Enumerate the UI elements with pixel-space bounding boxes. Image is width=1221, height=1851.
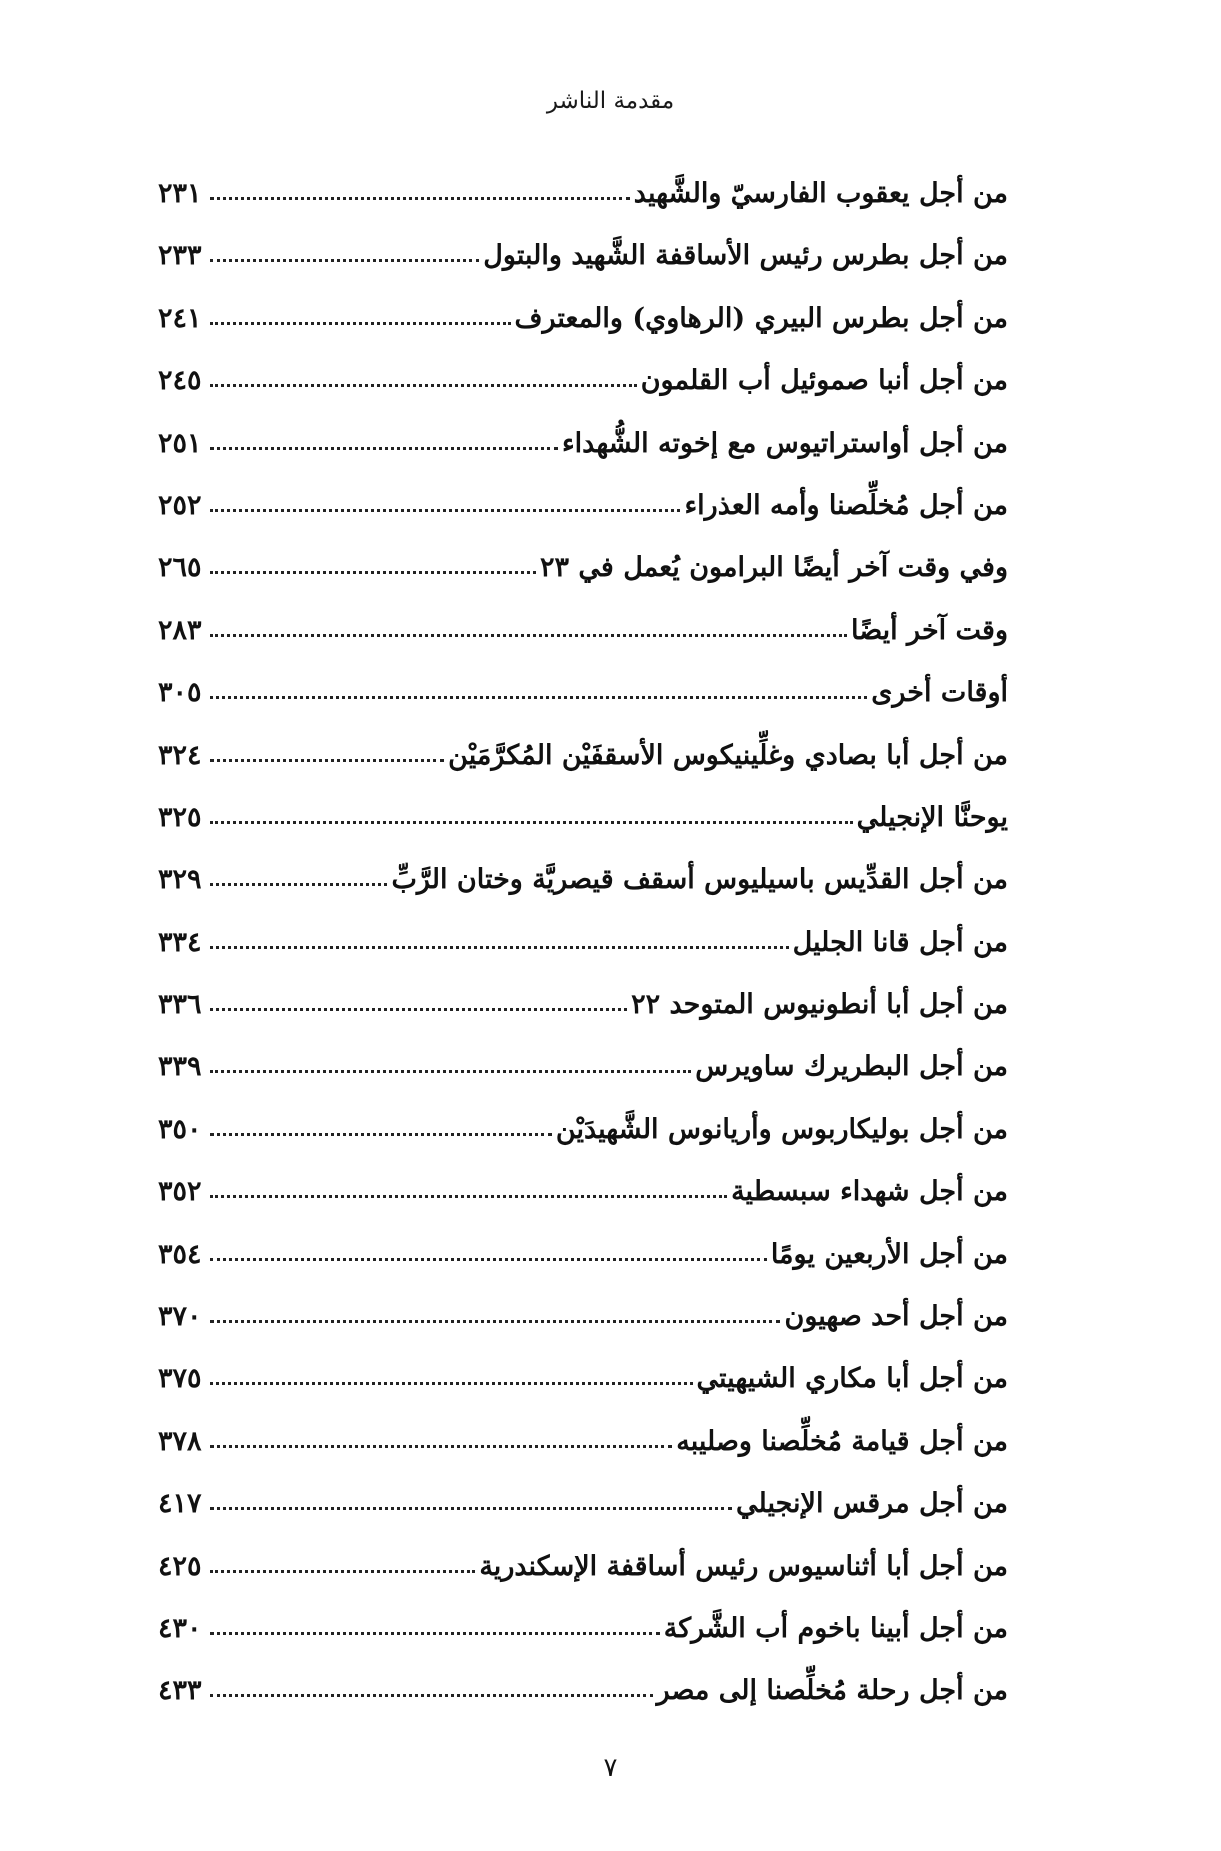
toc-entry — [158, 1172, 1008, 1234]
toc-entry-page: ٤٢٥ — [158, 1550, 202, 1582]
toc-entry-title: من أجل أبا مكاري الشيهيتي — [696, 1363, 1008, 1395]
toc-entry-page: ٣٢٩ — [158, 864, 202, 896]
toc-entry-page: ٣٧٠ — [158, 1301, 202, 1333]
toc-entry-page: ٣٧٨ — [158, 1425, 202, 1457]
toc-entry — [158, 424, 1008, 486]
toc-entry — [158, 1297, 1008, 1359]
toc-entry — [158, 1422, 1008, 1484]
dot-leader — [210, 1381, 693, 1385]
toc-entry-title: يوحنَّا الإنجيلي — [856, 801, 1008, 833]
toc-entry-title: أوقات أخرى — [871, 677, 1008, 709]
toc-entry-title: من أجل أنبا صموئيل أب القلمون — [640, 365, 1008, 397]
dot-leader — [210, 1693, 653, 1697]
dot-leader — [210, 945, 789, 949]
toc-entry — [158, 486, 1008, 548]
toc-entry-page: ٢٨٣ — [158, 614, 202, 646]
toc-entry-title: من أجل بطرس البيري (الرهاوي) والمعترف — [514, 302, 1008, 334]
toc-entry-title: من أجل البطريرك ساويرس — [695, 1051, 1008, 1083]
toc-entry — [158, 1484, 1008, 1546]
toc-entry — [158, 236, 1008, 298]
toc-entry-title: من أجل أبا أثناسيوس رئيس أساقفة الإسكندرية — [479, 1550, 1008, 1582]
dot-leader — [210, 1194, 727, 1198]
toc-entry-page: ٣٢٤ — [158, 739, 202, 771]
toc-entry-page: ٣٧٥ — [158, 1363, 202, 1395]
toc-entry — [158, 736, 1008, 798]
toc-entry — [158, 1547, 1008, 1609]
dot-leader — [210, 1569, 475, 1573]
toc-entry-page: ٣٣٤ — [158, 926, 202, 958]
toc-entry-page: ٢٤٥ — [158, 365, 202, 397]
toc-entry — [158, 361, 1008, 423]
toc-entry-page: ٢٥٢ — [158, 489, 202, 521]
dot-leader — [210, 820, 853, 824]
page-number: ٧ — [603, 1753, 618, 1783]
toc-entry-page: ٣٣٩ — [158, 1051, 202, 1083]
toc-entry — [158, 1047, 1008, 1109]
dot-leader — [210, 695, 867, 699]
toc-entry-title: وفي وقت آخر أيضًا البرامون يُعمل في ٢٣ — [540, 552, 1008, 584]
toc-entry — [158, 299, 1008, 361]
dot-leader — [210, 196, 630, 200]
toc-entry-page: ٣٢٥ — [158, 801, 202, 833]
dot-leader — [210, 1132, 552, 1136]
toc-entry-title: من أجل أبينا باخوم أب الشَّركة — [663, 1612, 1008, 1644]
toc-entry — [158, 1671, 1008, 1733]
toc-entry-page: ٢٦٥ — [158, 552, 202, 584]
toc-entry-page: ٣٣٦ — [158, 989, 202, 1021]
dot-leader — [210, 570, 536, 574]
toc-entry — [158, 673, 1008, 735]
toc-entry — [158, 923, 1008, 985]
toc-entry-title: من أجل الأربعين يومًا — [770, 1238, 1008, 1270]
running-header: مقدمة الناشر — [546, 88, 675, 114]
dot-leader — [210, 882, 387, 886]
dot-leader — [210, 1631, 660, 1635]
toc-entry-title: من أجل رحلة مُخلِّصنا إلى مصر — [656, 1675, 1008, 1707]
toc-entry-page: ٢٣٣ — [158, 240, 202, 272]
toc-entry-page: ٤١٧ — [158, 1488, 202, 1520]
dot-leader — [210, 446, 558, 450]
toc-entry-title: وقت آخر أيضًا — [850, 614, 1008, 646]
dot-leader — [210, 1444, 672, 1448]
toc-entry-title: من أجل قيامة مُخلِّصنا وصليبه — [676, 1425, 1008, 1457]
toc-entry-page: ٣٠٥ — [158, 677, 202, 709]
dot-leader — [210, 1257, 767, 1261]
toc-entry — [158, 985, 1008, 1047]
toc-entry-title: من أجل شهداء سبسطية — [731, 1176, 1008, 1208]
toc-entry-title: من أجل بطرس رئيس الأساقفة الشَّهيد والبتول — [483, 240, 1008, 272]
toc-entry-title: من أجل يعقوب الفارسيّ والشَّهيد — [633, 178, 1008, 209]
toc-entry-title: من أجل القدِّيس باسيليوس أسقف قيصريَّة وختان الرَّبِّ — [391, 864, 1008, 896]
toc-entry-title: من أجل مُخلِّصنا وأمه العذراء — [684, 489, 1008, 521]
toc-entry-page: ٢٥١ — [158, 427, 202, 459]
toc-entry-title: من أجل بوليكاربوس وأريانوس الشَّهيدَيْن — [555, 1113, 1008, 1145]
toc-entry — [158, 548, 1008, 610]
table-of-contents — [158, 174, 1008, 1734]
toc-entry-page: ٢٣١ — [158, 178, 202, 209]
dot-leader — [210, 1069, 691, 1073]
toc-entry-page: ٣٥٠ — [158, 1113, 202, 1145]
dot-leader — [210, 258, 479, 262]
toc-entry — [158, 611, 1008, 673]
toc-entry-page: ٤٣٠ — [158, 1612, 202, 1644]
dot-leader — [210, 508, 680, 512]
toc-entry — [158, 1110, 1008, 1172]
toc-entry-page: ٣٥٢ — [158, 1176, 202, 1208]
toc-entry-page: ٤٣٣ — [158, 1675, 202, 1707]
toc-entry-page: ٢٤١ — [158, 302, 202, 334]
toc-entry — [158, 1359, 1008, 1421]
toc-entry — [158, 798, 1008, 860]
toc-entry — [158, 174, 1008, 236]
toc-entry — [158, 1235, 1008, 1297]
dot-leader — [210, 1007, 627, 1011]
toc-entry-title: من أجل أواستراتيوس مع إخوته الشُّهداء — [561, 427, 1008, 459]
toc-entry-page: ٣٥٤ — [158, 1238, 202, 1270]
dot-leader — [210, 1506, 732, 1510]
toc-entry-title: من أجل أبا بصادي وغلِّينيكوس الأسقفَيْن المُكرَّمَيْن — [448, 739, 1008, 771]
toc-entry-title: من أجل قانا الجليل — [792, 926, 1008, 958]
dot-leader — [210, 1319, 780, 1323]
dot-leader — [210, 633, 847, 637]
dot-leader — [210, 758, 444, 762]
dot-leader — [210, 383, 637, 387]
toc-entry-title: من أجل أبا أنطونيوس المتوحد ٢٢ — [631, 989, 1008, 1021]
toc-entry — [158, 860, 1008, 922]
dot-leader — [210, 321, 511, 325]
toc-entry — [158, 1609, 1008, 1671]
toc-entry-title: من أجل مرقس الإنجيلي — [736, 1488, 1008, 1520]
toc-entry-title: من أجل أحد صهيون — [784, 1301, 1008, 1333]
